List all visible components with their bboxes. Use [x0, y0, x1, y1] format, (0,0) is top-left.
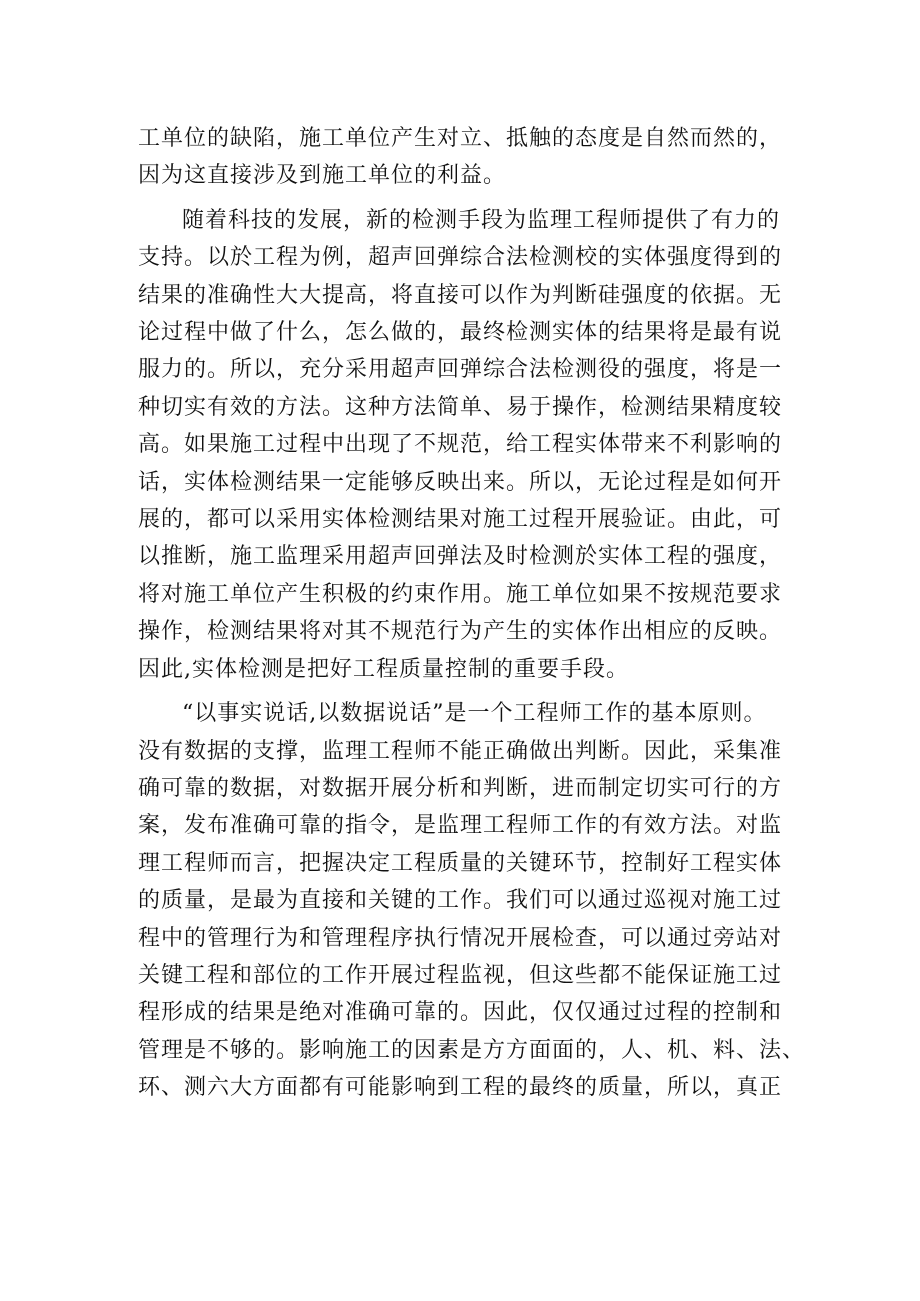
- text-line: 种切实有效的方法。这种方法简单、易于操作，检测结果精度较: [138, 394, 783, 420]
- text-line: 确可靠的数据，对数据开展分析和判断，进而制定切实可行的方: [138, 775, 783, 801]
- text-line: “以事实说话,以数据说话”是一个工程师工作的基本原则。: [182, 701, 767, 727]
- text-line: 随着科技的发展，新的检测手段为监理工程师提供了有力的: [182, 207, 781, 233]
- text-line: 将对施工单位产生积极的约束作用。施工单位如果不按规范要求: [138, 581, 783, 607]
- text-line: 高。如果施工过程中出现了不规范，给工程实体带来不利影响的: [138, 432, 783, 458]
- text-line: 结果的准确性大大提高，将直接可以作为判断硅强度的依据。无: [138, 282, 783, 308]
- text-line: 操作，检测结果将对其不规范行为产生的实体作出相应的反映。: [138, 619, 783, 645]
- text-line: 服力的。所以，充分采用超声回弹综合法检测役的强度，将是一: [138, 357, 783, 383]
- text-line: 管理是不够的。影响施工的因素是方方面面的，人、机、料、法、: [138, 1037, 806, 1063]
- text-line: 因为这直接涉及到施工单位的利益。: [138, 163, 507, 189]
- text-line: 话，实体检测结果一定能够反映出来。所以，无论过程是如何开: [138, 469, 783, 495]
- text-line: 论过程中做了什么，怎么做的，最终检测实体的结果将是最有说: [138, 320, 783, 346]
- text-line: 工单位的缺陷，施工单位产生对立、抵触的态度是自然而然的，: [138, 126, 783, 151]
- text-line: 支持。以於工程为例，超声回弹综合法检测校的实体强度得到的: [138, 245, 783, 271]
- text-line: 环、测六大方面都有可能影响到工程的最终的质量，所以，真正: [138, 1075, 783, 1101]
- text-line: 理工程师而言，把握决定工程质量的关键环节，控制好工程实体: [138, 850, 783, 876]
- text-line: 关键工程和部位的工作开展过程监视，但这些都不能保证施工过: [138, 962, 783, 988]
- text-line: 以推断，施工监理采用超声回弹法及时检测於实体工程的强度，: [138, 544, 783, 570]
- paragraph-3: [138, 695, 818, 1106]
- text-line: 程形成的结果是绝对准确可靠的。因此，仅仅通过过程的控制和: [138, 1000, 783, 1026]
- text-line: 案，发布准确可靠的指令，是监理工程师工作的有效方法。对监: [138, 813, 783, 839]
- text-line: 的质量，是最为直接和关键的工作。我们可以通过巡视对施工过: [138, 888, 783, 914]
- paragraph-1: [138, 120, 818, 195]
- text-line: 展的，都可以采用实体检测结果对施工过程开展验证。由此，可: [138, 507, 783, 533]
- paragraph-2: [138, 202, 818, 688]
- document-body: [138, 120, 818, 1107]
- text-line: 因此,实体检测是把好工程质量控制的重要手段。: [138, 656, 629, 682]
- text-line: 程中的管理行为和管理程序执行情况开展检查，可以通过旁站对: [138, 925, 783, 951]
- text-line: 没有数据的支撑，监理工程师不能正确做出判断。因此，采集准: [138, 738, 783, 764]
